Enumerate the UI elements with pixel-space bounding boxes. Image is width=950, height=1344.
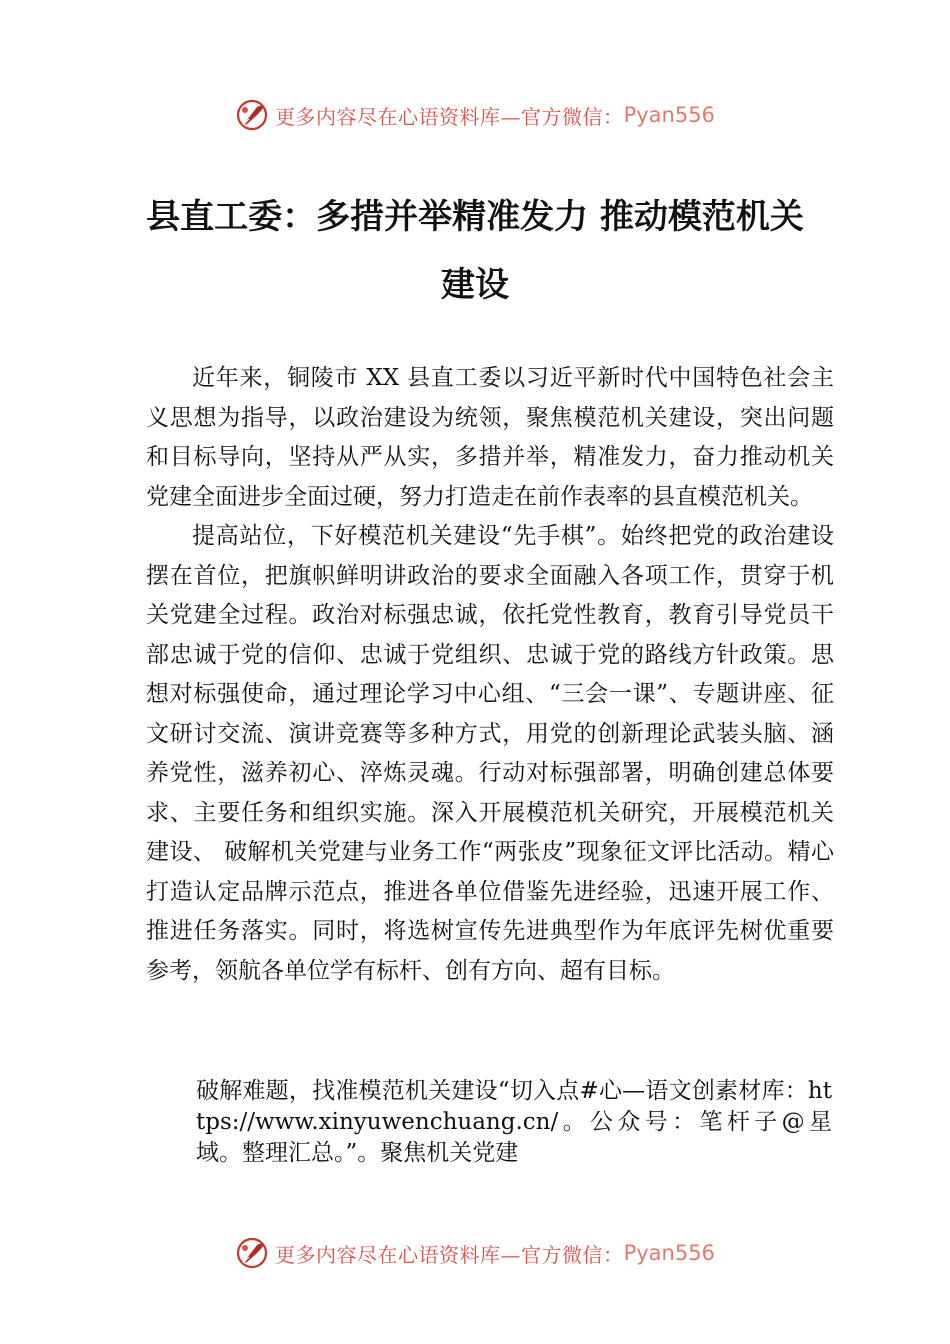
quill-pen-logo-icon <box>235 1236 269 1270</box>
paragraph-last: 破解难题，找准模范机关建设“切入点#心—语文创素材库：https://www.xinyuwenchuang.cn/。公众号：笔杆子@星域。整理汇总。”。聚焦机关党建 <box>196 1078 832 1166</box>
paragraph: 近年来，铜陵市 XX 县直工委以习近平新时代中国特色社会主义思想为指导，以政治建设为统领，聚焦模范机关建设，突出问题和目标导向，坚持从严从实，多措并举，精准发力，奋力推动机关党建全面进步全面过硬，努力打造走在前作表率的县直模范机关。 <box>146 365 834 510</box>
quill-pen-logo-icon <box>235 98 269 132</box>
paragraph: 提高站位，下好模范机关建设“先手棋”。始终把党的政治建设摆在首位，把旗帜鲜明讲政治的要求全面融入各项工作，贯穿于机关党建全过程。政治对标强忠诚，依托党性教育，教育引导党员干部忠诚于党的信仰、忠诚于党组织、忠诚于党的路线方针政策。思想对标强使命，通过理论学习中心组、“三会一课”、专题讲座、征文研讨交流、演讲竞赛等多种方式，用党的创新理论武装头脑、涵养党性，滋养初心、淬炼灵魂。行动对标强部署，明确创建总体要求、主要任务和组织实施。深入开展模范机关研究，开展模范机关建设、 破解机关党建与业务工作“两张皮”现象征文评比活动。精心打造认定品牌示范点，推进各单位借鉴先进经验，迅速开展工作、推进任务落实。同时，将选树宣传先进典型作为年底评先树优重要参考，领航各单位学有标杆、创有方向、超有目标。 <box>146 523 834 984</box>
wechat-id: Pyan556 <box>623 1241 715 1265</box>
document-body <box>146 359 834 991</box>
banner-text: 更多内容尽在心语资料库—官方微信： <box>275 104 624 129</box>
banner-text: 更多内容尽在心语资料库—官方微信： <box>275 1242 624 1267</box>
wechat-id: Pyan556 <box>623 103 715 127</box>
header-banner <box>0 95 950 135</box>
document-title: 县直工委：多措并举精准发力 推动模范机关建设 <box>146 197 804 305</box>
footer-banner <box>0 1233 950 1273</box>
